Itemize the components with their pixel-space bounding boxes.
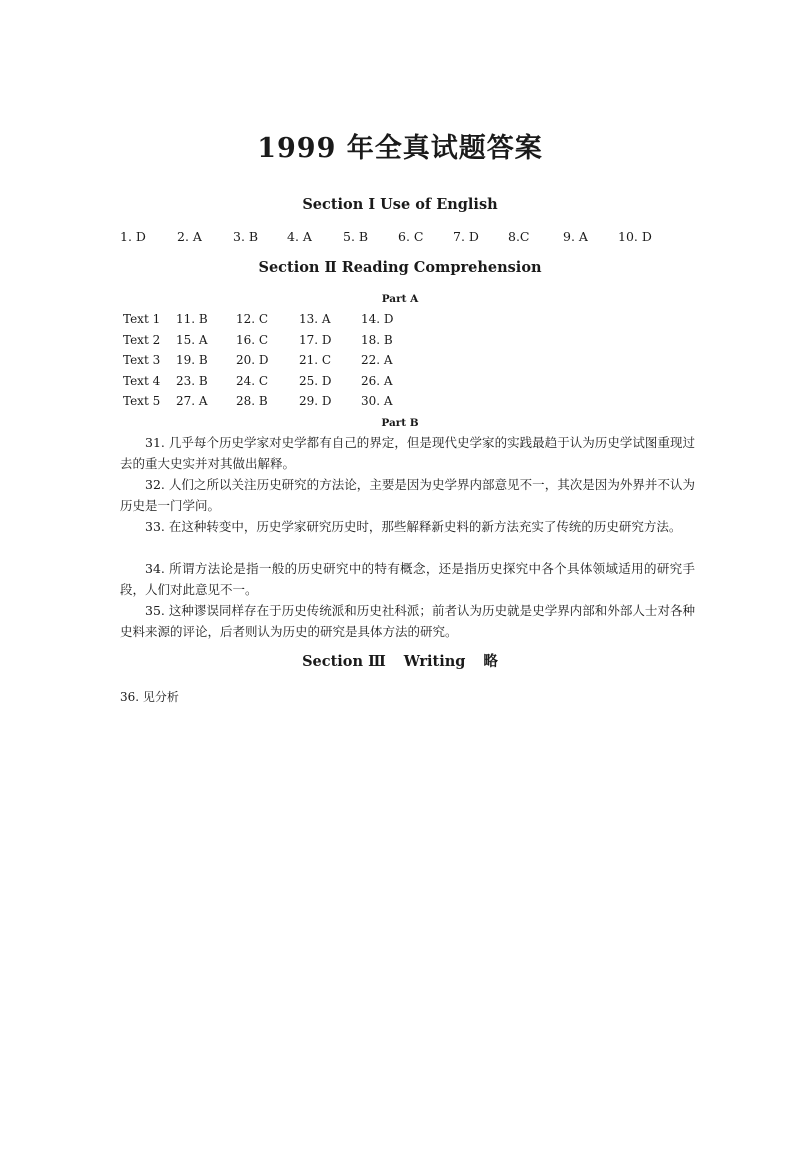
text-row	[123, 312, 443, 333]
section-3-title: Section Ⅲ	[302, 653, 386, 670]
answer-item: 18. B	[361, 332, 393, 347]
answer-item: 28. B	[236, 394, 268, 409]
answer-item: 15. A	[176, 332, 208, 347]
answer-item: 14. D	[361, 312, 394, 326]
section-3-label: Writing	[403, 653, 466, 670]
section-1-answers	[120, 229, 680, 247]
page-title: 1999 年全真试题答案	[257, 133, 543, 164]
answer-item: 29. D	[299, 394, 332, 409]
answer-item: 26. A	[361, 373, 393, 388]
answer-item: 2. A	[177, 229, 202, 244]
answer-item: 22. A	[361, 353, 393, 368]
answer-item: 4. A	[287, 229, 312, 244]
translation-answer: 32. 人们之所以关注历史研究的方法论，主要是因为史学界内部意见不一，其次是因为外界并不认为历史是一门学问。	[120, 477, 695, 513]
answer-item: 17. D	[299, 332, 332, 347]
answer-item: 25. D	[299, 373, 332, 388]
answer-item: 12. C	[236, 312, 269, 326]
section-3-heading	[0, 650, 800, 671]
answer-item: 30. A	[361, 394, 393, 409]
answer-item: 23. B	[176, 373, 208, 388]
part-b-label: Part B	[381, 417, 419, 429]
answer-item: 19. B	[176, 353, 208, 368]
answer-item: 6. C	[398, 229, 424, 244]
answer-item: 1. D	[120, 229, 146, 244]
part-a-label: Part A	[381, 293, 419, 305]
answer-item: 27. A	[176, 394, 208, 409]
section-1-heading: Section Ⅰ Use of English	[302, 196, 498, 213]
answer-item: 13. A	[299, 312, 331, 326]
answer-item: 10. D	[618, 229, 652, 244]
section-2-heading: Section Ⅱ Reading Comprehension	[258, 259, 542, 276]
text-row	[123, 333, 443, 354]
answer-item: 16. C	[236, 332, 269, 347]
translation-answer: 31. 几乎每个历史学家对史学都有自己的界定，但是现代史学家的实践最趋于认为历史学试图重现过去的重大史实并对其做出解释。	[120, 435, 695, 471]
translation-answer: 35. 这种谬误同样存在于历史传统派和历史社科派；前者认为历史就是史学界内部和外部人士对各种史料来源的评论，后者则认为历史的研究是具体方法的研究。	[120, 603, 695, 639]
answer-item: 9. A	[563, 229, 588, 244]
writing-answer: 36. 见分析	[120, 690, 179, 704]
answer-item: 11. B	[176, 312, 208, 326]
text-label: Text 5	[123, 394, 161, 409]
translation-answer: 33. 在这种转变中，历史学家研究历史时，那些解释新史料的新方法充实了传统的历史研究方法。	[145, 519, 682, 534]
text-label: Text 4	[123, 373, 161, 388]
answer-item: 3. B	[233, 229, 259, 244]
text-row	[123, 353, 443, 374]
text-label: Text 1	[123, 312, 161, 326]
answer-item: 8.C	[508, 229, 530, 244]
translation-answer: 34. 所谓方法论是指一般的历史研究中的特有概念，还是指历史探究中各个具体领域适用的研究手段，人们对此意见不一。	[120, 561, 695, 597]
text-label: Text 2	[123, 332, 161, 347]
answer-item: 20. D	[236, 353, 269, 368]
text-label: Text 3	[123, 353, 161, 368]
answer-item: 21. C	[299, 353, 332, 368]
text-row	[123, 394, 443, 415]
answer-item: 7. D	[453, 229, 479, 244]
text-row	[123, 374, 443, 395]
answer-item: 5. B	[343, 229, 369, 244]
answer-item: 24. C	[236, 373, 269, 388]
section-3-note: 略	[483, 653, 498, 670]
part-a-answer-grid	[123, 312, 443, 415]
